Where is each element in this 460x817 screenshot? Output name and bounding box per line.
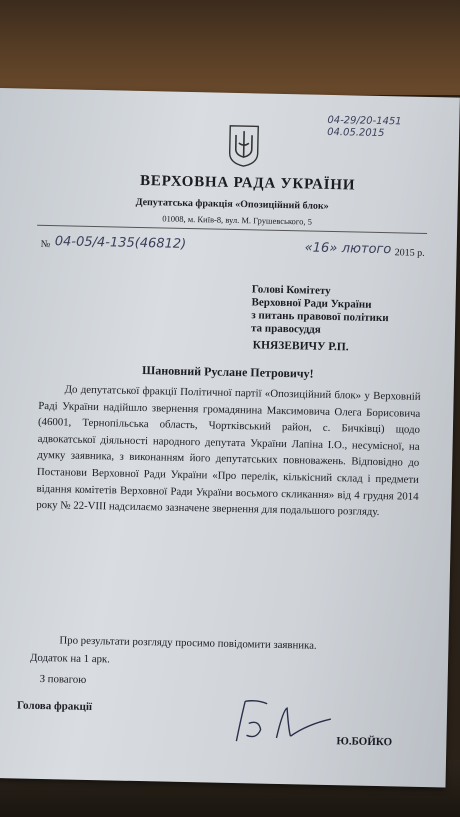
- signer-position: Голова фракції: [16, 699, 93, 714]
- recipient-line: Верховної Ради України: [251, 296, 372, 311]
- salutation: Шановний Руслане Петровичу!: [141, 363, 314, 381]
- recipient-line: Голові Комітету: [251, 283, 331, 297]
- outgoing-number: 04-05/4-135(46812): [54, 234, 187, 252]
- recipient-name: КНЯЗЕВИЧУ Р.П.: [252, 339, 349, 354]
- body-paragraph: До депутатської фракції Політичної партії «Опозиційний блок» у Верховній Раді України надійшло звернення громадянина Максимовича Олега Борисовича (46001, Тернопільська область, Чортківський район, с. Бичківці) щодо адвокатської діяльності народного депутата України Лапіна І.О., несумісної, на думку заявника, з виконанням його депутатських повноважень. Відповідно до Постанови Верховної Ради України «Про перелік, кількісний склад і предмети відання комітетів Верховної Ради України восьмого скликання» від 4 грудня 2014 року № 22-VIII надсилаємо зазначене звернення для подальшого розгляду.: [36, 383, 421, 519]
- stamp-line: 04-29/20-1451: [327, 114, 402, 128]
- background-top: [0, 0, 460, 95]
- recipient-line: з питань правової політики: [251, 309, 389, 325]
- handwritten-signature: [226, 689, 337, 751]
- stamp-line: 04.05.2015: [327, 126, 385, 140]
- date-month: лютого: [341, 241, 392, 258]
- letter-sheet: [0, 88, 460, 787]
- date-year: 2015 р.: [394, 247, 425, 259]
- date-day: «16»: [304, 240, 338, 257]
- recipient-block: [251, 283, 389, 338]
- letterhead-faction: Депутатська фракція «Опозиційний блок»: [135, 196, 329, 212]
- letterhead-address: 01008, м. Київ-8, вул. М. Грушевського, 5: [162, 213, 313, 227]
- body-paragraph-2: Про результати розгляду просимо повідомити заявника.: [59, 634, 317, 652]
- signer-name: Ю.БОЙКО: [336, 735, 393, 749]
- letterhead-divider: [37, 225, 427, 234]
- registration-stamp: [327, 115, 402, 141]
- letterhead-title: ВЕРХОВНА РАДА УКРАЇНИ: [139, 172, 356, 194]
- outgoing-number-label: №: [40, 238, 51, 251]
- enclosure-note: Додаток на 1 арк.: [29, 651, 111, 666]
- recipient-line: та правосуддя: [250, 322, 321, 336]
- closing-regards: З повагою: [39, 672, 87, 686]
- trident-emblem-icon: [226, 123, 261, 168]
